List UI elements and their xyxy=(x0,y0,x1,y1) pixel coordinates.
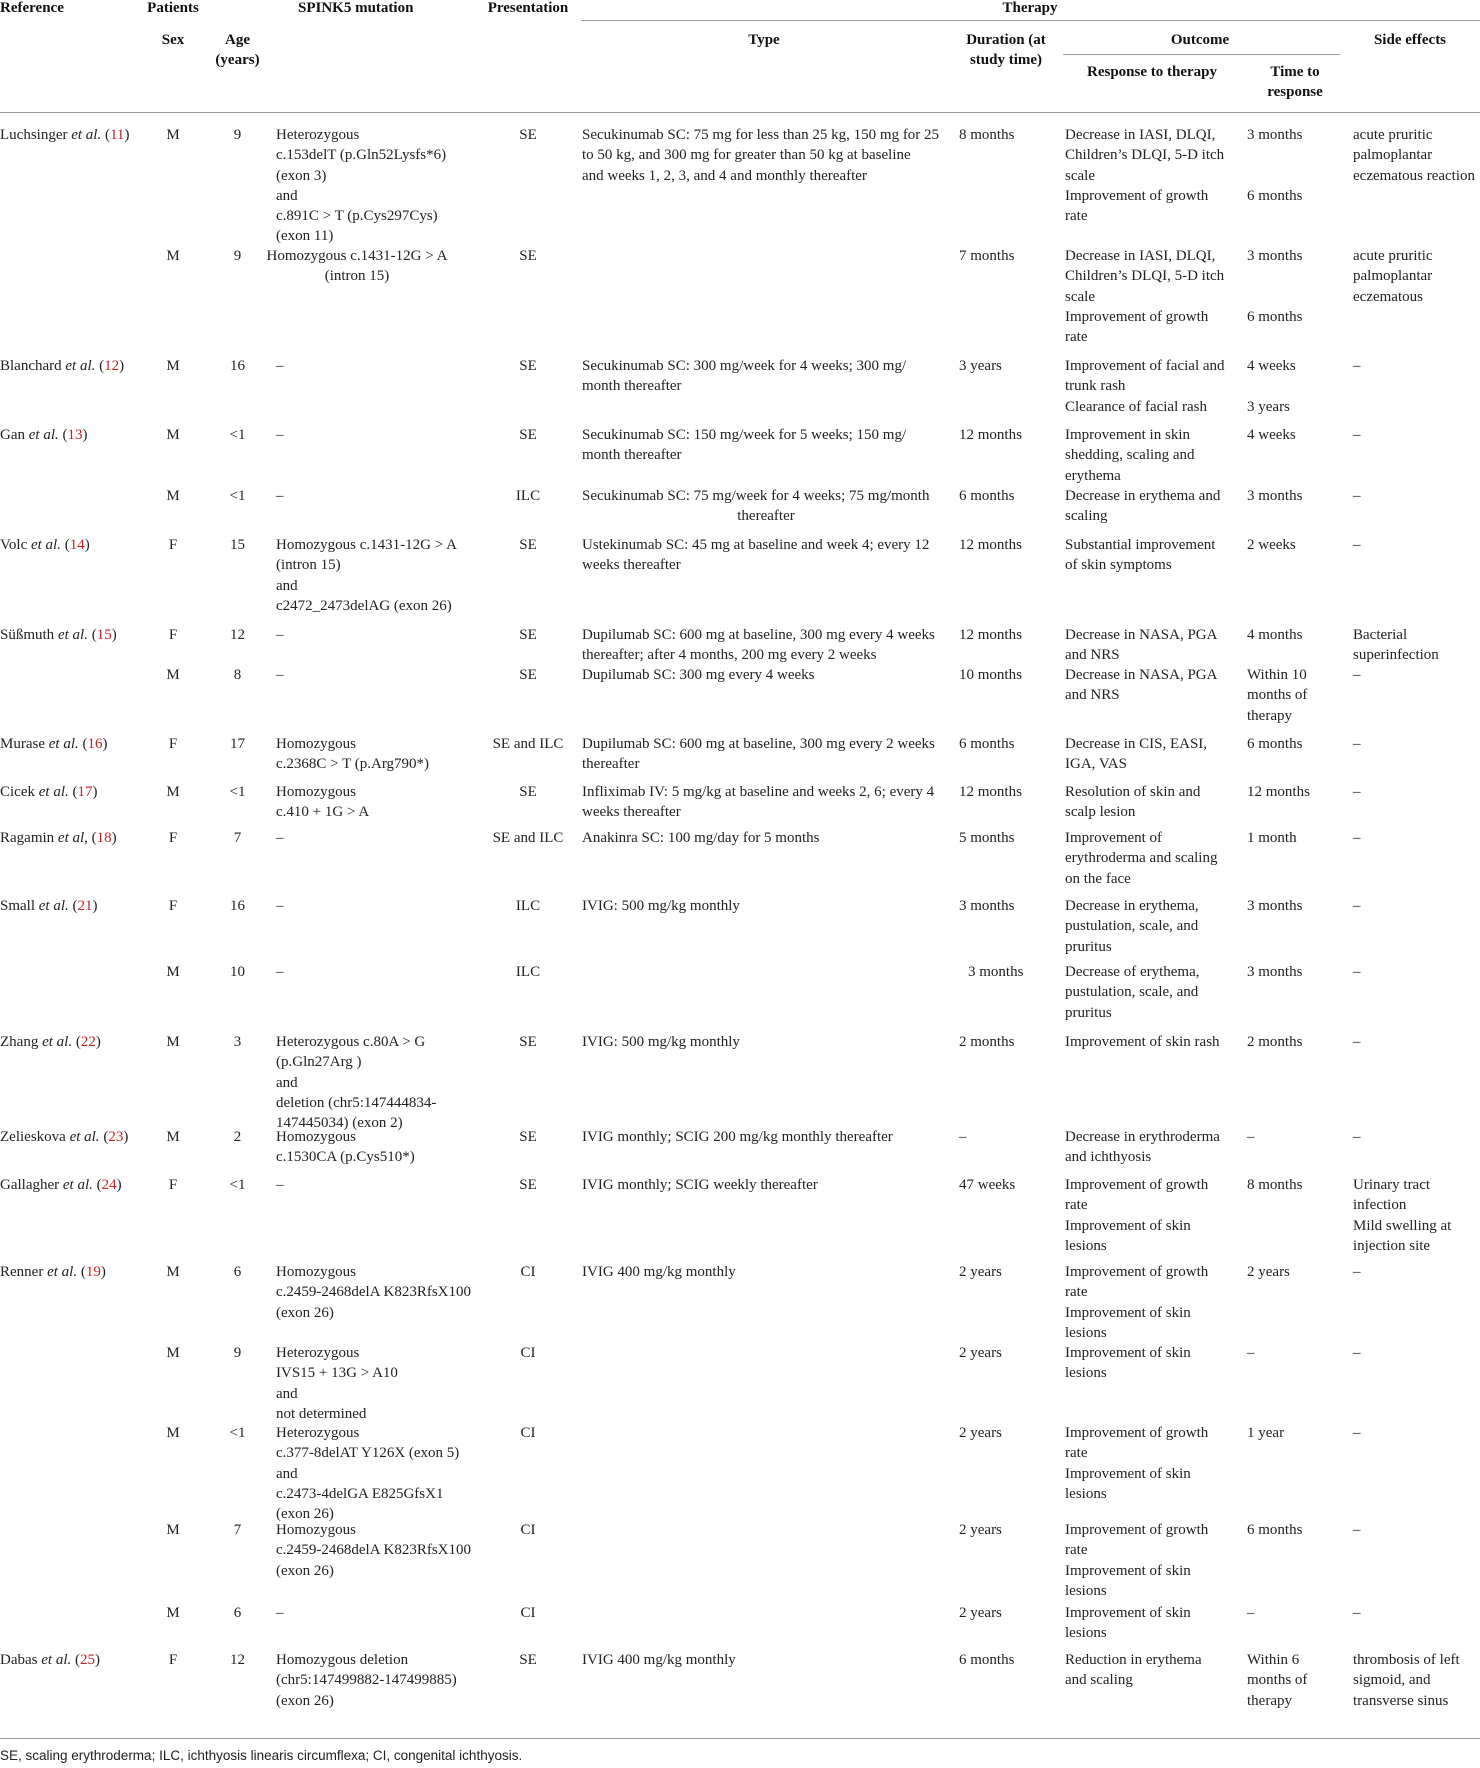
cell-pres: ILC xyxy=(515,898,541,914)
cell-type: IVIG: 500 mg/kg monthly xyxy=(582,898,740,914)
cell-sex: F xyxy=(168,627,178,643)
citation-link[interactable]: 18 xyxy=(96,830,112,846)
cell-side: – xyxy=(1353,898,1361,914)
cell-type: Secukinumab SC: 300 mg/week for 4 weeks; 300 mg/ month thereafter xyxy=(582,358,907,395)
cell-dur: 2 years xyxy=(959,1264,1002,1280)
cell-resp: Improvement of growth rate Improvement of skin lesions xyxy=(1065,1177,1209,1254)
cell-sex: M xyxy=(166,784,180,800)
cell-mutation: Homozygous c.1431-12G > A (intron 15) xyxy=(266,248,448,285)
cell-dur: – xyxy=(959,1129,967,1145)
cell-resp: Improvement in skin shedding, scaling and erythema xyxy=(1065,427,1195,484)
cell-resp: Decrease in IASI, DLQI, Children’s DLQI, 5-D itch scale Improvement of growth rate xyxy=(1065,248,1225,346)
cell-age: 10 xyxy=(230,964,245,980)
cell-dur: 2 years xyxy=(959,1522,1002,1538)
cell-mutation: Homozygous c.2459-2468delA K823RfsX100 (exon 26) xyxy=(276,1264,471,1321)
cell-type: Secukinumab SC: 150 mg/week for 5 weeks; 150 mg/ month thereafter xyxy=(582,427,907,464)
cell-pres: SE xyxy=(519,537,537,553)
cell-sex: M xyxy=(166,1605,180,1621)
cell-pres: SE xyxy=(519,358,537,374)
cell-mutation: Homozygous c.1530CA (p.Cys510*) xyxy=(276,1129,415,1166)
cell-type: Ustekinumab SC: 45 mg at baseline and week 4; every 12 weeks thereafter xyxy=(582,537,930,574)
header-outcome: Outcome xyxy=(1170,32,1230,48)
cell-resp: Resolution of skin and scalp lesion xyxy=(1065,784,1201,821)
cell-age: 7 xyxy=(233,1522,242,1538)
cell-mutation: Heterozygous c.153delT (p.Gln52Lysfs*6) (exon 3) and c.891C > T (p.Cys297Cys) (exon 11) xyxy=(276,127,447,245)
cell-side: – xyxy=(1353,830,1361,846)
cell-dur: 3 years xyxy=(959,358,1002,374)
cell-side: – xyxy=(1353,358,1361,374)
header-time: Time to response xyxy=(1267,64,1323,101)
cell-resp: Decrease in CIS, EASI, IGA, VAS xyxy=(1065,736,1208,773)
cell-time: 2 weeks xyxy=(1247,537,1296,553)
cell-reference: Dabas et al. (25) xyxy=(0,1652,100,1668)
cell-time: 3 months xyxy=(1247,898,1303,914)
cell-pres: SE xyxy=(519,127,537,143)
cell-side: – xyxy=(1353,1264,1361,1280)
cell-sex: F xyxy=(168,1177,178,1193)
cell-sex: F xyxy=(168,736,178,752)
cell-pres: SE xyxy=(519,627,537,643)
cell-time: – xyxy=(1247,1345,1255,1361)
cell-time: 4 weeks xyxy=(1247,427,1296,443)
cell-mutation: Homozygous c.2459-2468delA K823RfsX100 (exon 26) xyxy=(276,1522,471,1579)
cell-pres: SE xyxy=(519,1034,537,1050)
header-age: Age (years) xyxy=(215,32,260,69)
cell-time: – xyxy=(1247,1605,1255,1621)
cell-mutation: – xyxy=(276,358,284,374)
cell-sex: M xyxy=(166,667,180,683)
header-side-effects: Side effects xyxy=(1373,32,1447,48)
cell-dur: 10 months xyxy=(959,667,1022,683)
cell-age: 6 xyxy=(233,1264,242,1280)
cell-sex: F xyxy=(168,1652,178,1668)
citation-link[interactable]: 11 xyxy=(109,127,125,143)
cell-resp: Improvement of facial and trunk rash Clearance of facial rash xyxy=(1065,358,1225,415)
cell-age: 7 xyxy=(233,830,242,846)
cell-age: 2 xyxy=(233,1129,242,1145)
cell-mutation: – xyxy=(276,1605,284,1621)
cell-type: Dupilumab SC: 600 mg at baseline, 300 mg every 2 weeks thereafter xyxy=(582,736,935,773)
cell-side: – xyxy=(1353,537,1361,553)
cell-dur: 47 weeks xyxy=(959,1177,1016,1193)
cell-time: 2 years xyxy=(1247,1264,1290,1280)
cell-resp: Improvement of erythroderma and scaling on the face xyxy=(1065,830,1218,887)
citation-link[interactable]: 16 xyxy=(87,736,103,752)
cell-type: IVIG 400 mg/kg monthly xyxy=(582,1652,736,1668)
citation-link[interactable]: 22 xyxy=(80,1034,96,1050)
cell-sex: M xyxy=(166,488,180,504)
cell-pres: SE xyxy=(519,1177,537,1193)
cell-time: 4 weeks 3 years xyxy=(1247,358,1296,415)
cell-age: 16 xyxy=(230,358,245,374)
cell-time: 1 year xyxy=(1247,1425,1285,1441)
cell-reference: Small et al. (21) xyxy=(0,898,98,914)
cell-pres: SE and ILC xyxy=(492,830,564,846)
cell-dur: 12 months xyxy=(959,537,1022,553)
cell-side: – xyxy=(1353,1129,1361,1145)
cell-age: 17 xyxy=(230,736,245,752)
cell-age: 12 xyxy=(230,627,245,643)
cell-age: 12 xyxy=(230,1652,245,1668)
cell-age: <1 xyxy=(229,784,246,800)
citation-link[interactable]: 21 xyxy=(77,898,93,914)
header-type: Type xyxy=(748,32,780,48)
cell-reference: Murase et al. (16) xyxy=(0,736,108,752)
cell-dur: 8 months xyxy=(959,127,1015,143)
cell-type: IVIG 400 mg/kg monthly xyxy=(582,1264,736,1280)
cell-dur: 12 months xyxy=(959,627,1022,643)
cell-resp: Decrease in NASA, PGA and NRS xyxy=(1065,667,1218,704)
cell-pres: CI xyxy=(520,1425,536,1441)
cell-reference: Süßmuth et al. (15) xyxy=(0,627,117,643)
cell-sex: M xyxy=(166,1264,180,1280)
cell-mutation: Heterozygous IVS15 + 13G > A10 and not determined xyxy=(276,1345,398,1422)
cell-side: – xyxy=(1353,964,1361,980)
cell-time: 3 months xyxy=(1247,488,1303,504)
cell-resp: Improvement of growth rate Improvement of skin lesions xyxy=(1065,1425,1209,1502)
cell-reference: Luchsinger et al. (11) xyxy=(0,127,130,143)
cell-dur: 5 months xyxy=(959,830,1015,846)
cell-resp: Decrease in IASI, DLQI, Children’s DLQI, 5-D itch scale Improvement of growth rate xyxy=(1065,127,1225,225)
cell-reference: Gan et al. (13) xyxy=(0,427,88,443)
cell-pres: SE xyxy=(519,248,537,264)
cell-dur: 6 months xyxy=(959,1652,1015,1668)
cell-dur: 6 months xyxy=(959,736,1015,752)
cell-type: Dupilumab SC: 600 mg at baseline, 300 mg every 4 weeks thereafter; after 4 months, 200 mg every 2 weeks xyxy=(582,627,935,664)
cell-age: <1 xyxy=(229,1425,246,1441)
table-footnote: SE, scaling erythroderma; ILC, ichthyosis linearis circumflexa; CI, congenital ichthyosis. xyxy=(0,1748,523,1763)
cell-pres: SE xyxy=(519,1652,537,1668)
cell-dur: 2 years xyxy=(959,1605,1002,1621)
cell-sex: M xyxy=(166,1129,180,1145)
cell-age: <1 xyxy=(229,427,246,443)
cell-pres: CI xyxy=(520,1522,536,1538)
cell-dur: 12 months xyxy=(959,427,1022,443)
cell-type: Secukinumab SC: 75 mg for less than 25 kg, 150 mg for 25 to 50 kg, and 300 mg for greater than 50 kg at baseline and weeks 1, 2, 3, and 4 and monthly thereafter xyxy=(582,127,940,184)
citation-link[interactable]: 17 xyxy=(77,784,93,800)
cell-mutation: Homozygous deletion (chr5:147499882-147499885) (exon 26) xyxy=(276,1652,457,1709)
cell-side: Bacterial superinfection xyxy=(1353,627,1439,664)
cell-dur: 12 months xyxy=(959,784,1022,800)
cell-mutation: – xyxy=(276,427,284,443)
cell-type: Secukinumab SC: 75 mg/week for 4 weeks; 75 mg/month thereafter xyxy=(582,488,930,525)
cell-time: 3 months 6 months xyxy=(1247,248,1303,325)
cell-age: <1 xyxy=(229,488,246,504)
cell-reference: Cicek et al. (17) xyxy=(0,784,98,800)
cell-side: acute pruritic palmoplantar eczematous reaction xyxy=(1353,127,1476,184)
cell-time: 3 months xyxy=(1247,964,1303,980)
cell-reference: Gallagher et al. (24) xyxy=(0,1177,122,1193)
cell-sex: M xyxy=(166,427,180,443)
cell-sex: M xyxy=(166,127,180,143)
cell-time: 3 months 6 months xyxy=(1247,127,1303,204)
cell-mutation: Heterozygous c.80A > G (p.Gln27Arg ) and deletion (chr5:147444834- 147445034) (exon 2) xyxy=(276,1034,437,1132)
therapy-header-rule xyxy=(581,20,1480,21)
cell-mutation: – xyxy=(276,964,284,980)
header-bottom-rule xyxy=(0,112,1480,113)
citation-link[interactable]: 25 xyxy=(80,1652,95,1668)
cell-mutation: – xyxy=(276,667,284,683)
cell-dur: 3 months xyxy=(959,898,1015,914)
cell-sex: M xyxy=(166,1345,180,1361)
cell-time: – xyxy=(1247,1129,1255,1145)
cell-age: 9 xyxy=(233,1345,242,1361)
cell-mutation: Homozygous c.1431-12G > A (intron 15) and c2472_2473delAG (exon 26) xyxy=(276,537,457,614)
cell-type: IVIG monthly; SCIG 200 mg/kg monthly thereafter xyxy=(582,1129,893,1145)
cell-age: 9 xyxy=(233,127,242,143)
cell-pres: CI xyxy=(520,1605,536,1621)
header-reference: Reference xyxy=(0,0,64,16)
cell-side: – xyxy=(1353,1522,1361,1538)
cell-age: 8 xyxy=(233,667,242,683)
cell-age: 9 xyxy=(233,248,242,264)
cell-side: – xyxy=(1353,427,1361,443)
header-presentation: Presentation xyxy=(487,0,569,16)
header-response: Response to therapy xyxy=(1087,64,1217,80)
cell-sex: M xyxy=(166,1425,180,1441)
cell-time: 8 months xyxy=(1247,1177,1303,1193)
header-mutation: SPINK5 mutation xyxy=(298,0,414,16)
cell-sex: M xyxy=(166,1522,180,1538)
cell-resp: Improvement of growth rate Improvement of skin lesions xyxy=(1065,1522,1209,1599)
cell-dur: 2 years xyxy=(959,1345,1002,1361)
cell-resp: Decrease in NASA, PGA and NRS xyxy=(1065,627,1218,664)
cell-time: 12 months xyxy=(1247,784,1310,800)
citation-link[interactable]: 12 xyxy=(104,358,120,374)
cell-side: – xyxy=(1353,488,1361,504)
cell-age: 16 xyxy=(230,898,245,914)
cell-resp: Decrease in erythema, pustulation, scale, and pruritus xyxy=(1065,898,1199,955)
cell-sex: M xyxy=(166,964,180,980)
cell-pres: SE xyxy=(519,1129,537,1145)
cell-mutation: – xyxy=(276,830,284,846)
cell-side: thrombosis of left sigmoid, and transverse sinus xyxy=(1353,1652,1460,1709)
header-sex: Sex xyxy=(161,32,185,48)
cell-resp: Reduction in erythema and scaling xyxy=(1065,1652,1202,1689)
cell-pres: ILC xyxy=(515,488,541,504)
cell-dur: 2 years xyxy=(959,1425,1002,1441)
cell-dur: 3 months xyxy=(968,964,1024,980)
cell-side: – xyxy=(1353,1425,1361,1441)
cell-reference: Volc et al. (14) xyxy=(0,537,90,553)
cell-resp: Substantial improvement of skin symptoms xyxy=(1065,537,1216,574)
citation-link[interactable]: 15 xyxy=(96,627,112,643)
cell-resp: Improvement of growth rate Improvement of skin lesions xyxy=(1065,1264,1209,1341)
cell-reference: Renner et al. (19) xyxy=(0,1264,106,1280)
cell-age: 3 xyxy=(233,1034,242,1050)
cell-pres: SE xyxy=(519,427,537,443)
cell-time: 6 months xyxy=(1247,1522,1303,1538)
cell-reference: Ragamin et al, (18) xyxy=(0,830,117,846)
cell-pres: CI xyxy=(520,1345,536,1361)
citation-link[interactable]: 24 xyxy=(101,1177,117,1193)
cell-mutation: – xyxy=(276,898,284,914)
cell-side: – xyxy=(1353,1034,1361,1050)
cell-pres: SE xyxy=(519,667,537,683)
cell-sex: M xyxy=(166,358,180,374)
header-duration: Duration (at study time) xyxy=(966,32,1046,69)
header-patients: Patients xyxy=(147,0,199,16)
cell-resp: Improvement of skin rash xyxy=(1065,1034,1220,1050)
cell-pres: CI xyxy=(520,1264,536,1280)
cell-sex: F xyxy=(168,830,178,846)
citation-link[interactable]: 14 xyxy=(69,537,85,553)
citation-link[interactable]: 13 xyxy=(67,427,83,443)
cell-age: 15 xyxy=(230,537,245,553)
cell-type: IVIG monthly; SCIG weekly thereafter xyxy=(582,1177,818,1193)
cell-sex: F xyxy=(168,898,178,914)
cell-mutation: Homozygous c.410 + 1G > A xyxy=(276,784,370,821)
cell-time: Within 6 months of therapy xyxy=(1247,1652,1308,1709)
cell-mutation: Homozygous c.2368C > T (p.Arg790*) xyxy=(276,736,430,773)
outcome-header-rule xyxy=(1063,54,1340,55)
cell-reference: Blanchard et al. (12) xyxy=(0,358,125,374)
cell-reference: Zhang et al. (22) xyxy=(0,1034,101,1050)
cell-time: 4 months xyxy=(1247,627,1303,643)
cell-mutation: – xyxy=(276,627,284,643)
cell-time: 2 months xyxy=(1247,1034,1303,1050)
cell-resp: Decrease in erythroderma and ichthyosis xyxy=(1065,1129,1220,1166)
cell-side: – xyxy=(1353,784,1361,800)
cell-sex: M xyxy=(166,248,180,264)
cell-type: Dupilumab SC: 300 mg every 4 weeks xyxy=(582,667,815,683)
header-therapy: Therapy xyxy=(1002,0,1058,16)
cell-type: Anakinra SC: 100 mg/day for 5 months xyxy=(582,830,820,846)
cell-dur: 2 months xyxy=(959,1034,1015,1050)
cell-dur: 7 months xyxy=(959,248,1015,264)
cell-mutation: Heterozygous c.377-8delAT Y126X (exon 5) and c.2473-4delGA E825GfsX1 (exon 26) xyxy=(276,1425,460,1523)
citation-link[interactable]: 23 xyxy=(108,1129,124,1145)
cell-type: IVIG: 500 mg/kg monthly xyxy=(582,1034,740,1050)
cell-sex: M xyxy=(166,1034,180,1050)
cell-side: Urinary tract infection Mild swelling at injection site xyxy=(1353,1177,1452,1254)
cell-time: 6 months xyxy=(1247,736,1303,752)
citation-link[interactable]: 19 xyxy=(85,1264,101,1280)
cell-side: – xyxy=(1353,1605,1361,1621)
cell-sex: F xyxy=(168,537,178,553)
cell-resp: Improvement of skin lesions xyxy=(1065,1345,1191,1382)
cell-dur: 6 months xyxy=(959,488,1015,504)
cell-pres: ILC xyxy=(515,964,541,980)
cell-type: Infliximab IV: 5 mg/kg at baseline and weeks 2, 6; every 4 weeks thereafter xyxy=(582,784,935,821)
table-bottom-rule xyxy=(0,1738,1480,1739)
cell-side: – xyxy=(1353,667,1361,683)
cell-pres: SE xyxy=(519,784,537,800)
cell-age: <1 xyxy=(229,1177,246,1193)
cell-age: 6 xyxy=(233,1605,242,1621)
cell-reference: Zelieskova et al. (23) xyxy=(0,1129,129,1145)
cell-resp: Decrease of erythema, pustulation, scale, and pruritus xyxy=(1065,964,1200,1021)
cell-time: Within 10 months of therapy xyxy=(1247,667,1308,724)
cell-mutation: – xyxy=(276,488,284,504)
cell-mutation: – xyxy=(276,1177,284,1193)
cell-pres: SE and ILC xyxy=(492,736,564,752)
cell-resp: Decrease in erythema and scaling xyxy=(1065,488,1221,525)
cell-side: – xyxy=(1353,1345,1361,1361)
cell-side: – xyxy=(1353,736,1361,752)
cell-side: acute pruritic palmoplantar eczematous xyxy=(1353,248,1433,305)
cell-resp: Improvement of skin lesions xyxy=(1065,1605,1191,1642)
cell-time: 1 month xyxy=(1247,830,1297,846)
